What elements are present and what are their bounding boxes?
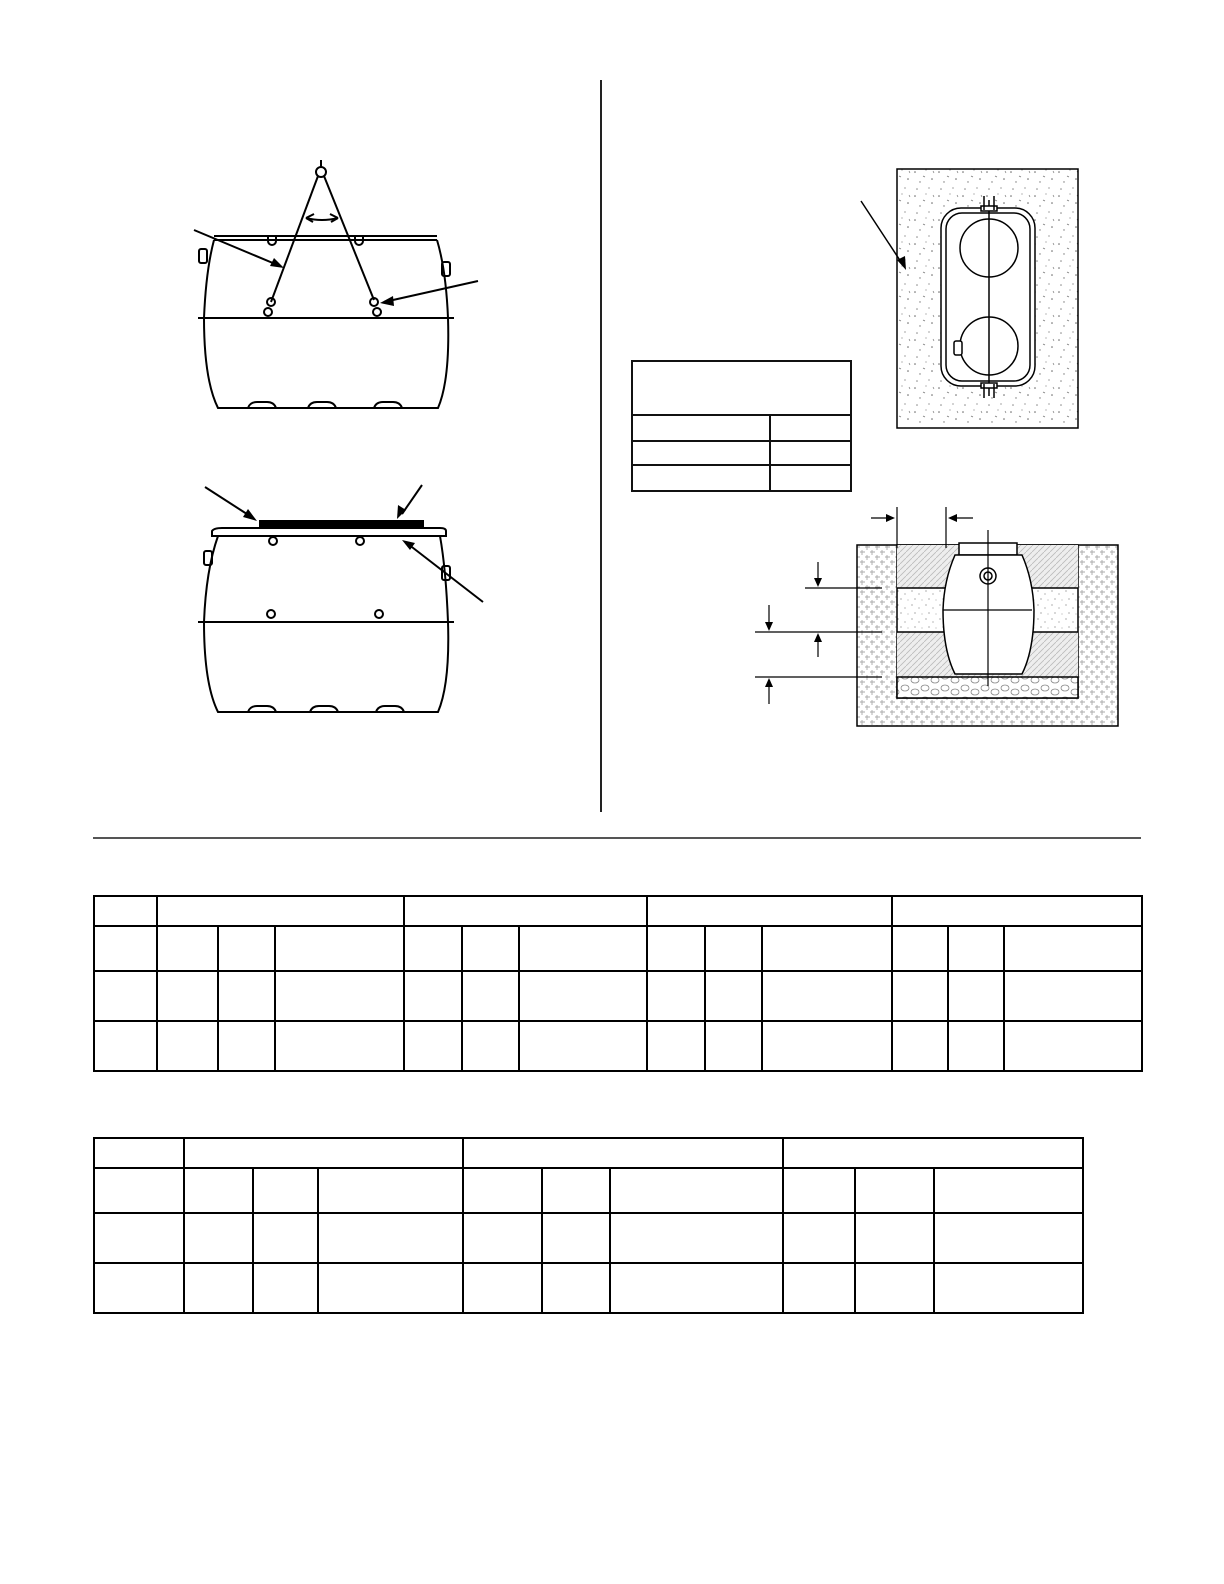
table-cell: [218, 926, 275, 971]
table-cell: [892, 971, 948, 1021]
table-cell: [275, 1021, 404, 1071]
table-cell: [184, 1213, 253, 1263]
small-table-cell: [770, 441, 851, 465]
table-cell: [404, 896, 647, 926]
table-cell: [762, 1021, 892, 1071]
table-cell: [892, 896, 1142, 926]
table-cell: [892, 926, 948, 971]
table-1-sub-header-row: [94, 926, 1142, 971]
data-table-1: [93, 895, 1143, 1072]
table-cell: [934, 1213, 1083, 1263]
horizontal-divider: [93, 837, 1141, 839]
table-cell: [157, 1021, 218, 1071]
table-cell: [404, 926, 462, 971]
table-cell: [934, 1168, 1083, 1213]
table-cell: [542, 1168, 610, 1213]
table-cell: [783, 1138, 1083, 1168]
table-cell: [948, 971, 1004, 1021]
table-row: [94, 1021, 1142, 1071]
table-row: [94, 1213, 1083, 1263]
table-cell: [948, 1021, 1004, 1071]
table-cell: [462, 926, 519, 971]
table-cell: [253, 1213, 318, 1263]
table-cell: [1004, 971, 1142, 1021]
table-cell: [318, 1168, 463, 1213]
table-cell: [1004, 926, 1142, 971]
table-cell: [783, 1213, 855, 1263]
table-cell: [184, 1263, 253, 1313]
table-cell: [218, 1021, 275, 1071]
table-row: [94, 971, 1142, 1021]
table-cell: [948, 926, 1004, 971]
table-cell: [610, 1213, 783, 1263]
table-cell: [94, 896, 157, 926]
table-cell: [94, 1138, 184, 1168]
table-cell: [218, 971, 275, 1021]
table-cell: [542, 1263, 610, 1313]
table-cell: [275, 971, 404, 1021]
table-cell: [762, 926, 892, 971]
table-cell: [94, 1213, 184, 1263]
table-cell: [94, 971, 157, 1021]
table-cell: [647, 926, 705, 971]
table-1-group-header-row: [94, 896, 1142, 926]
table-cell: [463, 1168, 542, 1213]
vertical-divider: [600, 80, 602, 812]
table-cell: [705, 1021, 762, 1071]
table-cell: [934, 1263, 1083, 1313]
table-cell: [318, 1213, 463, 1263]
table-cell: [318, 1263, 463, 1313]
table-cell: [94, 926, 157, 971]
table-2-sub-header-row: [94, 1168, 1083, 1213]
table-cell: [610, 1263, 783, 1313]
table-row: [94, 1263, 1083, 1313]
table-cell: [462, 1021, 519, 1071]
table-cell: [610, 1168, 783, 1213]
table-cell: [762, 971, 892, 1021]
table-cell: [184, 1138, 463, 1168]
table-cell: [253, 1263, 318, 1313]
table-cell: [519, 1021, 647, 1071]
table-cell: [463, 1213, 542, 1263]
table-cell: [462, 971, 519, 1021]
table-cell: [783, 1168, 855, 1213]
table-cell: [647, 1021, 705, 1071]
table-cell: [94, 1263, 184, 1313]
table-cell: [157, 971, 218, 1021]
table-cell: [94, 1168, 184, 1213]
table-cell: [463, 1263, 542, 1313]
table-cell: [404, 971, 462, 1021]
small-table: [631, 414, 852, 492]
table-cell: [463, 1138, 783, 1168]
table-cell: [253, 1168, 318, 1213]
table-cell: [275, 926, 404, 971]
small-table-cell: [632, 441, 770, 465]
table-cell: [647, 896, 892, 926]
table-2-group-header-row: [94, 1138, 1083, 1168]
table-cell: [157, 926, 218, 971]
table-cell: [705, 971, 762, 1021]
table-cell: [783, 1263, 855, 1313]
table-cell: [892, 1021, 948, 1071]
table-cell: [705, 926, 762, 971]
small-table-cell: [632, 465, 770, 491]
table-cell: [184, 1168, 253, 1213]
table-cell: [404, 1021, 462, 1071]
table-cell: [94, 1021, 157, 1071]
data-table-2: [93, 1137, 1084, 1314]
table-cell: [519, 971, 647, 1021]
table-cell: [542, 1213, 610, 1263]
table-cell: [1004, 1021, 1142, 1071]
table-cell: [855, 1168, 934, 1213]
small-table-cell: [770, 465, 851, 491]
table-cell: [855, 1213, 934, 1263]
table-cell: [855, 1263, 934, 1313]
small-table-header: [631, 360, 852, 418]
table-cell: [157, 896, 404, 926]
small-table-cell: [632, 415, 770, 441]
table-cell: [647, 971, 705, 1021]
small-table-cell: [770, 415, 851, 441]
table-cell: [519, 926, 647, 971]
